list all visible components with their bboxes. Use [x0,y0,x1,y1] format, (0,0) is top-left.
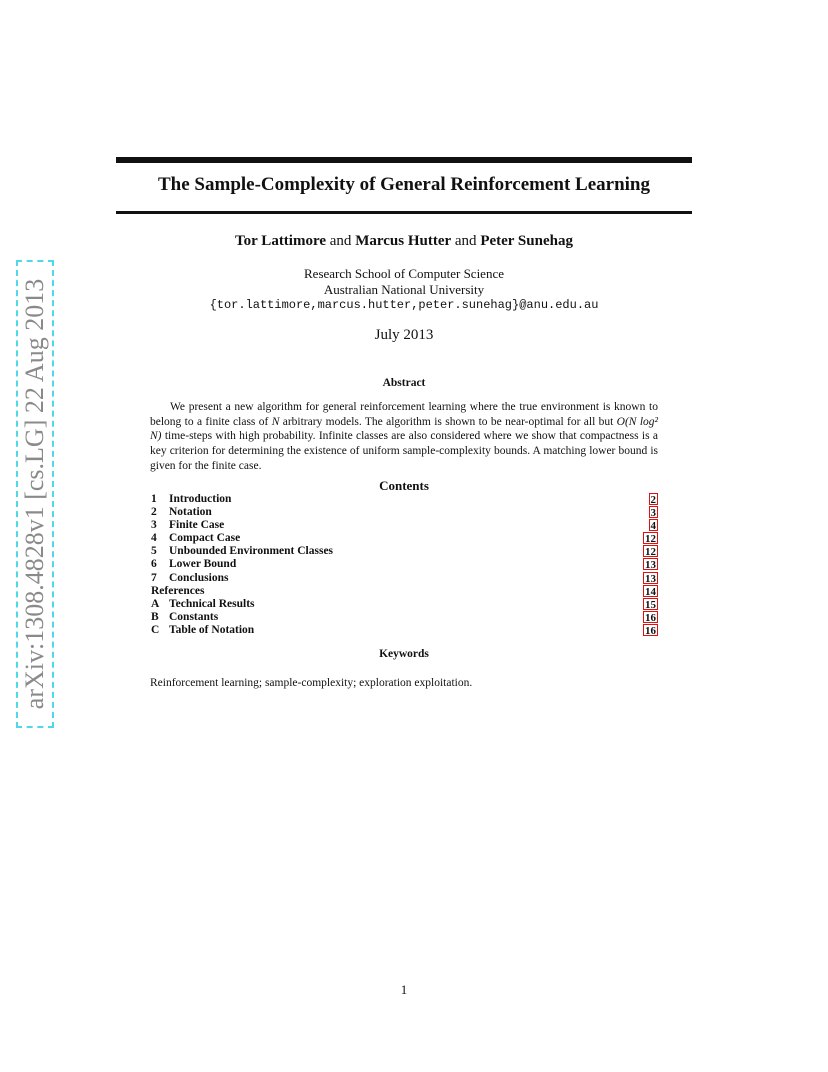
toc-section-number: 2 [151,506,157,519]
toc-page-link[interactable]: 15 [645,598,656,611]
arxiv-stamp[interactable] [16,260,54,728]
toc-section-title[interactable]: Notation [169,506,212,519]
toc-section-title[interactable]: Compact Case [169,532,241,545]
paper-date: July 2013 [374,327,434,343]
abstract-heading: Abstract [382,377,426,389]
abstract-text: We present a new algorithm for general reinforcement learning where the true environment is known to belong to a finite class of N arbitrary models. The algorithm is shown to be near-optimal for all but O(N log² N) time-steps with high probability. Infinite classes are also considered where we show that compactness is a key criterion for determining the existence of uniform sample-complexity bounds. A matching lower bound is given for the finite case. [150,401,658,472]
toc-entry[interactable] [151,545,658,558]
author-emails[interactable]: {tor.lattimore,marcus.hutter,peter.sunehag}@anu.edu.au [209,298,599,312]
paper-title: The Sample-Complexity of General Reinforcement Learning [158,174,650,195]
affiliation-university: Australian National University [323,282,485,297]
toc-entry[interactable] [151,624,658,637]
toc-page-link[interactable]: 13 [645,559,656,572]
toc-entry[interactable] [151,611,658,624]
toc-section-title[interactable]: Unbounded Environment Classes [169,545,334,558]
toc-entry[interactable] [151,558,658,571]
toc-section-number: 7 [151,571,157,584]
toc-page-link[interactable]: 12 [645,546,656,559]
toc-section-title[interactable]: Lower Bound [169,558,237,571]
toc-page-link[interactable]: 12 [645,533,656,546]
author-2: Marcus Hutter [355,233,452,249]
toc-section-number: 1 [151,493,157,505]
toc-section-number: 4 [151,532,157,545]
title-rule-bottom [116,211,692,214]
author-1: Tor Lattimore [235,233,327,249]
toc-page-link[interactable]: 16 [645,624,656,637]
toc-section-number: C [151,623,160,636]
author-list: Tor Lattimore and Marcus Hutter and Peter Sunehag [235,233,573,249]
page-number: 1 [400,982,408,997]
toc-section-number: 6 [151,558,157,571]
toc-entry[interactable] [151,532,658,545]
toc-section-title[interactable]: Introduction [169,493,232,505]
toc-section-title[interactable]: Technical Results [169,597,255,610]
author-3: Peter Sunehag [480,233,573,249]
toc-section-number: B [151,610,159,623]
toc-section-title[interactable]: References [151,584,205,597]
toc-section-title[interactable]: Conclusions [169,571,229,584]
toc-section-title[interactable]: Finite Case [169,519,225,532]
toc-section-number: 3 [151,519,157,532]
keywords-text: Reinforcement learning; sample-complexity; exploration exploitation. [150,677,473,689]
contents-heading: Contents [379,478,429,493]
toc-section-title[interactable]: Table of Notation [169,623,255,636]
toc-page-link[interactable]: 4 [650,520,656,533]
toc-page-link[interactable]: 13 [645,572,656,585]
table-of-contents [151,493,658,637]
affiliation-school: Research School of Computer Science [304,266,504,281]
toc-section-number: 5 [151,545,157,558]
arxiv-id: arXiv:1308.4828v1 [cs.LG] 22 Aug 2013 [20,278,49,710]
toc-page-link[interactable]: 3 [650,507,656,520]
toc-entry[interactable] [151,598,658,611]
toc-page-link[interactable]: 14 [645,585,656,598]
complexity-formula: O(N log² N) [150,415,658,443]
toc-page-link[interactable]: 2 [650,494,656,506]
toc-entry[interactable] [151,506,658,519]
toc-entry[interactable] [151,585,658,598]
toc-section-number: A [151,597,160,610]
toc-entry[interactable] [151,493,658,506]
title-rule-top [116,157,692,163]
toc-entry[interactable] [151,572,658,585]
keywords-heading: Keywords [379,648,429,660]
toc-page-link[interactable]: 16 [645,611,656,624]
toc-section-title[interactable]: Constants [169,610,219,623]
toc-entry[interactable] [151,519,658,532]
